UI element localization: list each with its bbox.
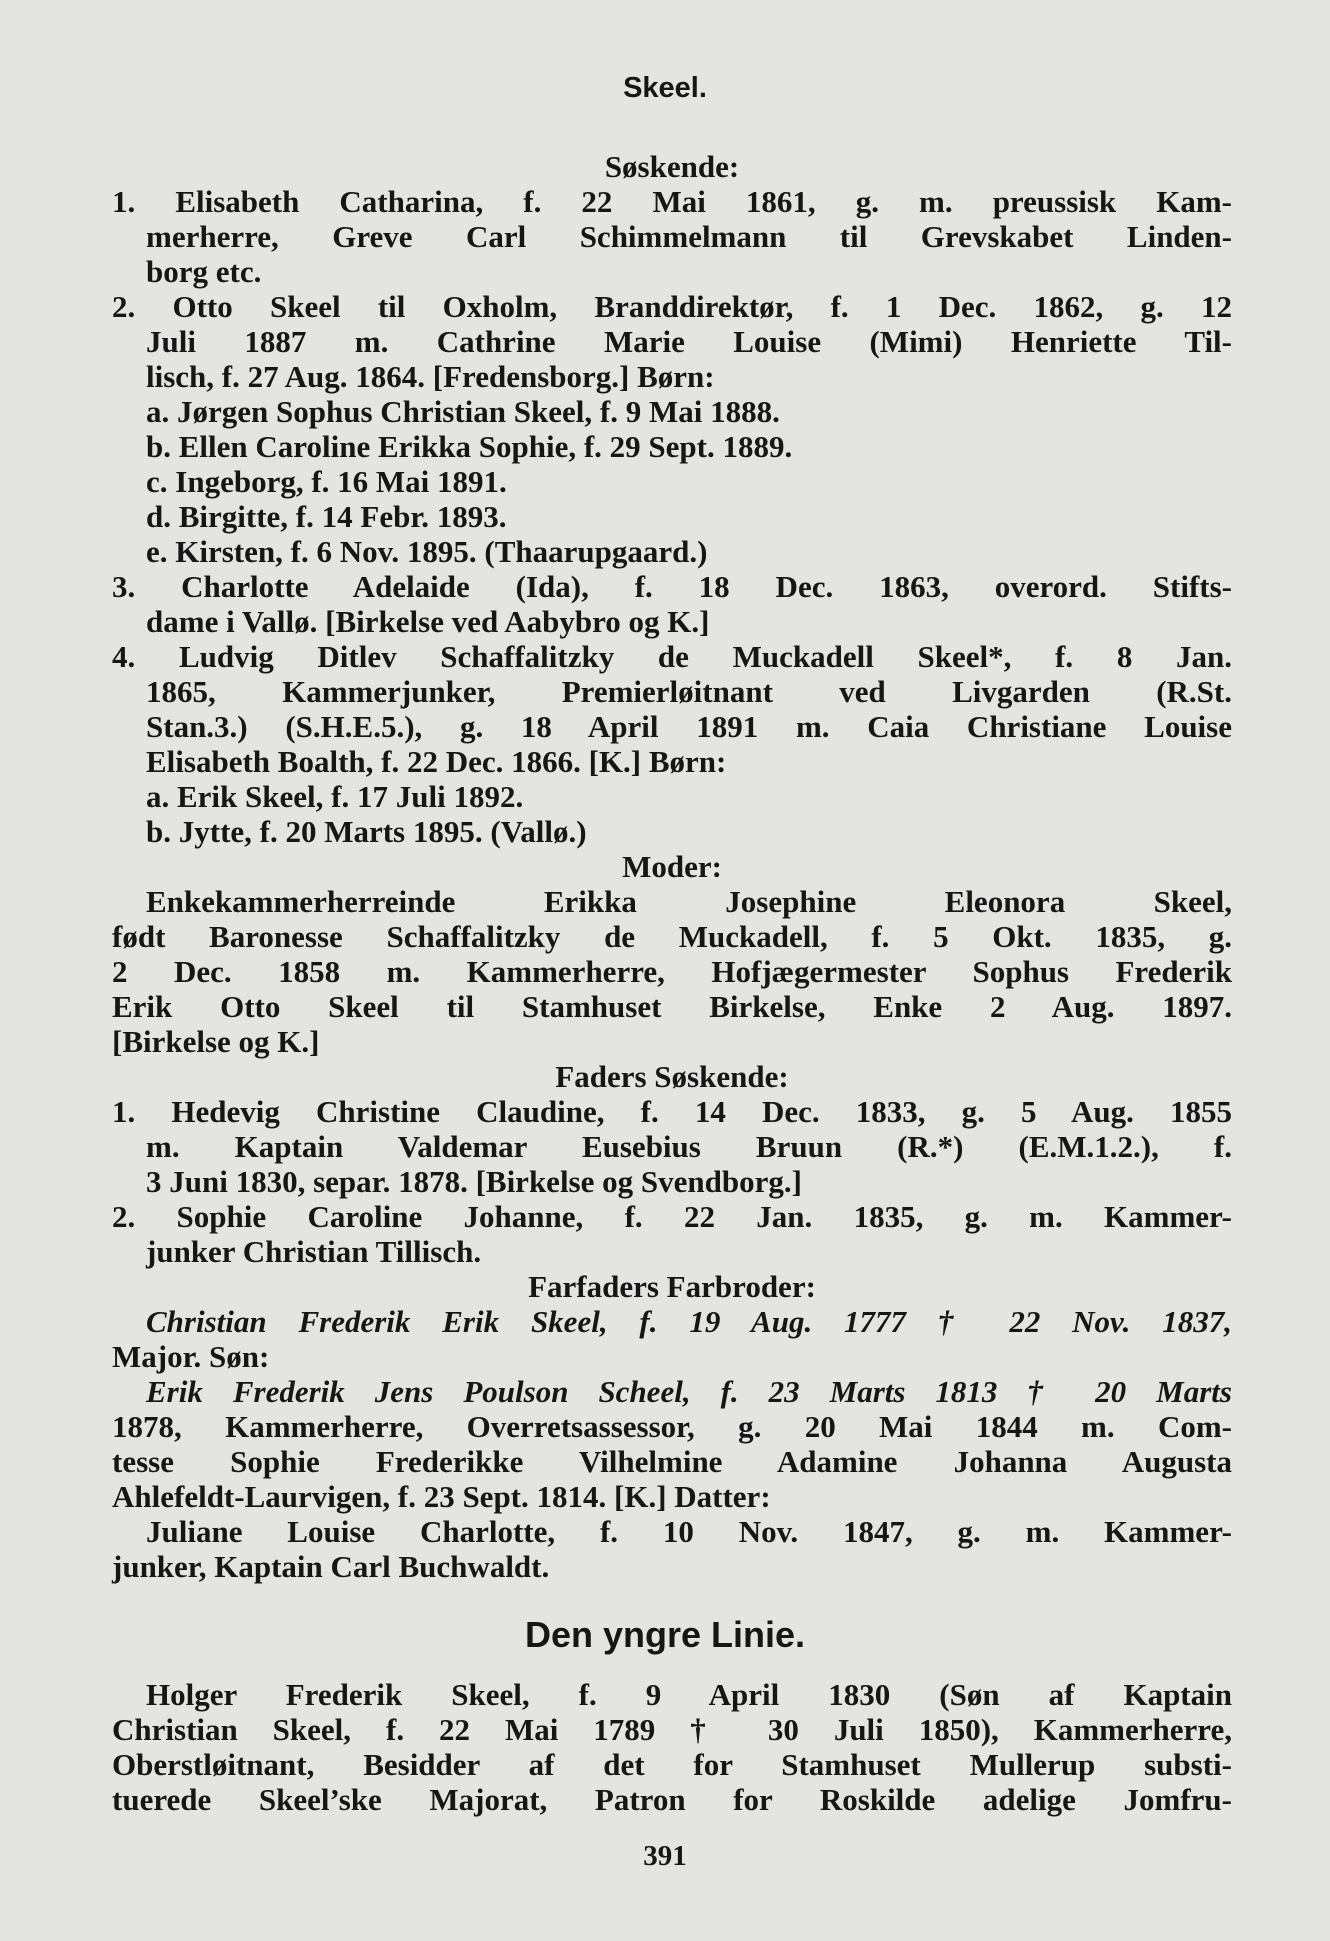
text-line: 1878, Kammerherre, Overretsassessor, g. 20 Mai 1844 m. Com- [112,1409,1232,1444]
text-line: borg etc. [146,254,262,289]
text-line: 1. Elisabeth Catharina, f. 22 Mai 1861, g. m. preussisk Kam- [112,184,1232,219]
text-line: Major. Søn: [112,1339,270,1374]
text-line: 1. Hedevig Christine Claudine, f. 14 Dec. 1833, g. 5 Aug. 1855 [112,1094,1232,1129]
subheading-faders-soskende: Faders Søskende: [555,1059,789,1094]
text-line: junker, Kaptain Carl Buchwaldt. [112,1549,550,1584]
text-line: a. Jørgen Sophus Christian Skeel, f. 9 Mai 1888. [146,394,780,429]
text-line: [Birkelse og K.] [112,1024,320,1059]
text-line: Juliane Louise Charlotte, f. 10 Nov. 1847, g. m. Kammer- [146,1514,1232,1549]
text-line: 2 Dec. 1858 m. Kammerherre, Hofjægermester Sophus Frederik [112,954,1232,989]
text-line: 3. Charlotte Adelaide (Ida), f. 18 Dec. 1863, overord. Stifts- [112,569,1232,604]
text-line: dame i Vallø. [Birkelse ved Aabybro og K.] [146,604,710,639]
text-line: tuerede Skeel’ske Majorat, Patron for Roskilde adelige Jomfru- [112,1782,1232,1817]
section-heading: Den yngre Linie. [524,1614,806,1655]
text-line: Christian Skeel, f. 22 Mai 1789 † 30 Juli 1850), Kammerherre, [112,1712,1232,1747]
subheading-soskende: Søskende: [604,149,740,184]
text-line: Oberstløitnant, Besidder af det for Stamhuset Mullerup substi- [112,1747,1232,1782]
text-line: merherre, Greve Carl Schimmelmann til Grevskabet Linden- [146,219,1232,254]
text-line: Ahlefeldt-Laurvigen, f. 23 Sept. 1814. [K.] Datter: [112,1479,771,1514]
text-line: e. Kirsten, f. 6 Nov. 1895. (Thaarupgaard.) [146,534,708,569]
text-line: lisch, f. 27 Aug. 1864. [Fredensborg.] Børn: [146,359,715,394]
text-line: 1865, Kammerjunker, Premierløitnant ved Livgarden (R.St. [146,674,1232,709]
subheading-moder: Moder: [622,849,722,884]
text-line: junker Christian Tillisch. [146,1234,482,1269]
page-number: 391 [643,1840,687,1872]
text-line: født Baronesse Schaffalitzky de Muckadell, f. 5 Okt. 1835, g. [112,919,1232,954]
text-line: Erik Frederik Jens Poulson Scheel, f. 23 Marts 1813 † 20 Marts [146,1374,1232,1409]
subheading-farfaders-farbroder: Farfaders Farbroder: [528,1269,816,1304]
text-line: Juli 1887 m. Cathrine Marie Louise (Mimi) Henriette Til- [146,324,1232,359]
text-line: m. Kaptain Valdemar Eusebius Bruun (R.*) (E.M.1.2.), f. [146,1129,1232,1164]
text-line: b. Ellen Caroline Erikka Sophie, f. 29 Sept. 1889. [146,429,793,464]
text-line: Stan.3.) (S.H.E.5.), g. 18 April 1891 m. Caia Christiane Louise [146,709,1232,744]
text-line: d. Birgitte, f. 14 Febr. 1893. [146,499,507,534]
text-line: Enkekammerherreinde Erikka Josephine Eleonora Skeel, [146,884,1232,919]
text-line: 4. Ludvig Ditlev Schaffalitzky de Muckadell Skeel*, f. 8 Jan. [112,639,1232,674]
text-line: Holger Frederik Skeel, f. 9 April 1830 (Søn af Kaptain [146,1677,1232,1712]
text-line: Elisabeth Boalth, f. 22 Dec. 1866. [K.] Børn: [146,744,727,779]
text-line: c. Ingeborg, f. 16 Mai 1891. [146,464,507,499]
text-line: a. Erik Skeel, f. 17 Juli 1892. [146,779,524,814]
text-line: 3 Juni 1830, separ. 1878. [Birkelse og Svendborg.] [146,1164,802,1199]
text-line: Christian Frederik Erik Skeel, f. 19 Aug. 1777 † 22 Nov. 1837, [146,1304,1232,1339]
text-line: 2. Sophie Caroline Johanne, f. 22 Jan. 1835, g. m. Kammer- [112,1199,1232,1234]
text-line: b. Jytte, f. 20 Marts 1895. (Vallø.) [146,814,587,849]
text-line: 2. Otto Skeel til Oxholm, Branddirektør, f. 1 Dec. 1862, g. 12 [112,289,1232,324]
text-line: tesse Sophie Frederikke Vilhelmine Adamine Johanna Augusta [112,1444,1232,1479]
running-head: Skeel. [623,72,707,104]
text-line: Erik Otto Skeel til Stamhuset Birkelse, Enke 2 Aug. 1897. [112,989,1232,1024]
